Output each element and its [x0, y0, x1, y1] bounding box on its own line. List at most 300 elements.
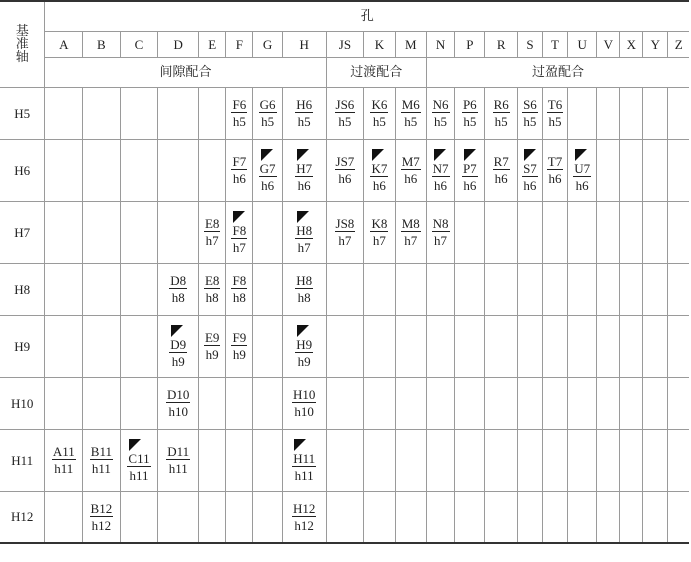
shaft-tolerance-denominator: h7 — [205, 233, 219, 248]
fit-cell — [426, 139, 454, 201]
fit-cell — [199, 263, 226, 315]
fit-designation — [158, 274, 198, 304]
fit-cell — [643, 139, 668, 201]
preferred-fit-marker-icon — [261, 149, 273, 161]
fit-cell — [253, 139, 282, 201]
column-header-p: P — [455, 31, 485, 57]
column-header-m: M — [395, 31, 426, 57]
hole-tolerance-numerator: T7 — [547, 154, 563, 169]
fit-cell — [158, 315, 199, 377]
shaft-tolerance-denominator: h5 — [548, 114, 562, 129]
fit-cell — [485, 139, 517, 201]
fit-cell — [45, 315, 83, 377]
hole-tolerance-numerator: P7 — [462, 160, 477, 176]
fit-cell — [620, 315, 643, 377]
fit-designation — [253, 98, 281, 128]
fit-fraction — [522, 149, 538, 192]
fit-fraction — [169, 325, 187, 368]
fit-cell — [364, 201, 395, 263]
fit-cell — [620, 87, 643, 139]
hole-tolerance-numerator: R6 — [493, 97, 509, 112]
fit-group-label: 间隙配合 — [45, 57, 326, 87]
table-row — [0, 377, 689, 429]
fit-cell — [597, 263, 620, 315]
fit-cell — [455, 429, 485, 491]
fit-fraction — [295, 274, 313, 304]
hole-tolerance-numerator: F7 — [232, 154, 247, 169]
fit-fraction — [432, 98, 450, 128]
fit-fraction — [432, 149, 450, 192]
fit-designation — [396, 98, 426, 128]
hole-tolerance-numerator: H7 — [296, 160, 313, 176]
fit-fraction — [335, 98, 356, 128]
header-row-fit-groups — [0, 57, 689, 87]
hole-tolerance-numerator: F9 — [232, 330, 247, 345]
fit-designation — [226, 211, 252, 254]
fit-designation — [226, 155, 252, 185]
fit-cell — [282, 377, 326, 429]
fit-cell — [668, 315, 689, 377]
fit-designation — [226, 274, 252, 304]
hole-tolerance-numerator: H10 — [292, 387, 316, 402]
fit-cell — [517, 87, 542, 139]
fit-cell — [597, 491, 620, 543]
shaft-tolerance-denominator: h9 — [232, 347, 246, 362]
fit-cell — [199, 139, 226, 201]
fit-cell — [364, 491, 395, 543]
fit-cell — [364, 429, 395, 491]
shaft-tolerance-denominator: h6 — [434, 177, 448, 193]
column-header-b: B — [83, 31, 121, 57]
fit-designation — [485, 155, 516, 185]
fit-cell — [253, 201, 282, 263]
hole-tolerance-numerator: H12 — [292, 500, 316, 516]
fit-cell — [45, 429, 83, 491]
column-header-a: A — [45, 31, 83, 57]
fit-fraction — [231, 331, 247, 361]
fit-fraction — [295, 149, 313, 192]
fit-cell — [395, 87, 426, 139]
fit-designation — [253, 149, 281, 192]
fit-cell — [668, 87, 689, 139]
fit-fraction — [292, 502, 316, 532]
fit-cell — [668, 429, 689, 491]
fit-cell — [597, 87, 620, 139]
fit-designation — [364, 217, 394, 247]
fit-cell — [199, 491, 226, 543]
column-header-r: R — [485, 31, 517, 57]
fit-cell — [45, 201, 83, 263]
shaft-tolerance-denominator: h10 — [168, 404, 188, 419]
fit-cell — [485, 263, 517, 315]
fit-cell — [620, 263, 643, 315]
shaft-tolerance-denominator: h9 — [297, 353, 311, 369]
fit-fraction — [573, 149, 591, 192]
hole-tolerance-numerator: K6 — [371, 97, 388, 112]
fit-cell — [282, 491, 326, 543]
fit-cell — [542, 201, 567, 263]
fit-cell — [426, 201, 454, 263]
fit-cell — [120, 139, 158, 201]
fit-cell — [485, 201, 517, 263]
hole-tolerance-numerator: T6 — [547, 97, 563, 112]
shaft-tolerance-denominator: h6 — [297, 177, 311, 193]
fit-cell — [426, 263, 454, 315]
fit-designation — [199, 331, 225, 361]
corner-label-char: 轴 — [15, 49, 29, 65]
header-row-hole-letters — [0, 31, 689, 57]
fit-cell — [83, 315, 121, 377]
fit-cell — [542, 87, 567, 139]
hole-tolerance-numerator: D10 — [167, 387, 190, 402]
fit-designation — [327, 155, 364, 185]
fit-designation — [364, 149, 394, 192]
fit-designation — [283, 502, 326, 532]
fit-cell — [542, 377, 567, 429]
fit-cell — [45, 87, 83, 139]
hole-tolerance-numerator: M7 — [401, 154, 420, 169]
preferred-fit-marker-icon — [297, 149, 309, 161]
fit-designation — [226, 98, 252, 128]
fit-cell — [455, 263, 485, 315]
shaft-tolerance-denominator: h5 — [372, 114, 386, 129]
fit-fraction — [90, 502, 114, 532]
fit-cell — [120, 491, 158, 543]
fit-cell — [426, 87, 454, 139]
hole-tolerance-numerator: E8 — [204, 273, 220, 288]
fit-cell — [597, 139, 620, 201]
fit-designation — [83, 502, 120, 532]
fit-fraction — [547, 98, 563, 128]
preferred-fit-marker-icon — [129, 439, 141, 451]
shaft-tolerance-denominator: h6 — [404, 171, 418, 186]
fit-cell — [120, 87, 158, 139]
shaft-tolerance-denominator: h5 — [494, 114, 508, 129]
fit-fraction — [432, 217, 450, 247]
fit-cell — [395, 491, 426, 543]
fit-fraction — [295, 98, 313, 128]
hole-tolerance-numerator: K8 — [371, 216, 388, 231]
fit-designation — [283, 388, 326, 418]
fit-cell — [364, 87, 395, 139]
shaft-tolerance-denominator: h6 — [261, 177, 275, 193]
column-header-f: F — [226, 31, 253, 57]
fit-cell — [643, 429, 668, 491]
fit-cell — [282, 87, 326, 139]
fit-cell — [83, 139, 121, 201]
fit-designation — [455, 149, 484, 192]
fit-cell — [83, 491, 121, 543]
fit-fraction — [204, 274, 220, 304]
hole-tolerance-numerator: M8 — [401, 216, 420, 231]
fit-cell — [620, 201, 643, 263]
column-header-z: Z — [668, 31, 689, 57]
fit-cell — [597, 429, 620, 491]
hole-tolerance-numerator: JS7 — [335, 154, 355, 169]
preferred-fit-marker-icon — [575, 149, 587, 161]
column-header-k: K — [364, 31, 395, 57]
fit-fraction — [292, 439, 316, 482]
preferred-fit-marker-icon — [171, 325, 183, 337]
fit-cell — [120, 201, 158, 263]
hole-tolerance-numerator: N6 — [432, 97, 449, 112]
fit-designation — [45, 445, 82, 475]
fit-designation — [283, 274, 326, 304]
fit-designation — [199, 217, 225, 247]
fit-fraction — [493, 98, 510, 128]
shaft-tolerance-denominator: h6 — [494, 171, 508, 186]
hole-tolerance-numerator: C11 — [128, 450, 150, 466]
fit-cell — [282, 263, 326, 315]
fit-fraction — [231, 98, 247, 128]
shaft-tolerance-denominator: h11 — [294, 467, 314, 483]
fit-cell — [455, 139, 485, 201]
fit-cell — [597, 377, 620, 429]
fit-cell — [485, 87, 517, 139]
fit-designation — [226, 331, 252, 361]
fit-cell — [668, 263, 689, 315]
fit-cell — [226, 201, 253, 263]
corner-label-char: 基 — [15, 23, 29, 39]
fit-fraction — [295, 211, 313, 254]
fit-cell — [226, 491, 253, 543]
shaft-tolerance-denominator: h6 — [372, 177, 386, 193]
shaft-tolerance-denominator: h8 — [205, 290, 219, 305]
fit-cell — [45, 139, 83, 201]
shaft-tolerance-denominator: h6 — [523, 177, 537, 193]
fit-fraction — [292, 388, 316, 418]
fit-cell — [326, 139, 364, 201]
fit-cell — [282, 315, 326, 377]
column-header-n: N — [426, 31, 454, 57]
hole-tolerance-numerator: H8 — [296, 273, 313, 288]
fit-cell — [643, 315, 668, 377]
fit-cell — [326, 429, 364, 491]
fit-fraction — [401, 155, 421, 185]
hole-tolerance-numerator: H9 — [296, 336, 313, 352]
fit-cell — [620, 491, 643, 543]
header-row-hole-title — [0, 1, 689, 31]
fit-cell — [542, 139, 567, 201]
hole-tolerance-numerator: K7 — [371, 160, 388, 176]
hole-tolerance-numerator: H8 — [296, 222, 313, 238]
fit-cell — [364, 139, 395, 201]
fit-cell — [517, 377, 542, 429]
fit-fraction — [335, 155, 356, 185]
fit-cell — [568, 491, 597, 543]
fit-cell — [326, 315, 364, 377]
fit-cell — [83, 263, 121, 315]
row-header-shaft: H11 — [0, 429, 45, 491]
shaft-tolerance-denominator: h11 — [54, 461, 74, 476]
fit-cell — [568, 429, 597, 491]
shaft-tolerance-denominator: h6 — [463, 177, 477, 193]
fit-cell — [643, 201, 668, 263]
fit-cell — [455, 377, 485, 429]
shaft-tolerance-denominator: h7 — [372, 233, 386, 248]
fit-cell — [485, 377, 517, 429]
fit-cell — [668, 491, 689, 543]
fit-designation — [396, 217, 426, 247]
fit-cell — [455, 491, 485, 543]
hole-tolerance-numerator: D11 — [167, 444, 190, 459]
fit-cell — [668, 139, 689, 201]
hole-tolerance-numerator: H6 — [296, 97, 313, 112]
hole-tolerance-numerator: B12 — [90, 500, 113, 516]
hole-tolerance-numerator: B11 — [90, 444, 112, 459]
fit-cell — [395, 429, 426, 491]
shaft-tolerance-denominator: h7 — [297, 239, 311, 255]
table-row — [0, 87, 689, 139]
fit-cell — [455, 87, 485, 139]
column-header-d: D — [158, 31, 199, 57]
fit-cell — [120, 377, 158, 429]
fit-fraction — [462, 149, 478, 192]
fit-cell — [158, 263, 199, 315]
fit-designation — [568, 149, 596, 192]
hole-tolerance-numerator: JS6 — [335, 97, 355, 112]
fit-designation — [427, 98, 454, 128]
fit-fraction — [166, 445, 190, 475]
fit-fraction — [401, 217, 421, 247]
hole-tolerance-numerator: P6 — [462, 97, 477, 112]
fit-cell — [326, 491, 364, 543]
column-header-js: JS — [326, 31, 364, 57]
fit-group-label: 过渡配合 — [326, 57, 426, 87]
fit-cell — [517, 315, 542, 377]
fit-cell — [517, 429, 542, 491]
fit-cell — [620, 429, 643, 491]
fit-cell — [253, 429, 282, 491]
hole-title: 孔 — [45, 1, 689, 31]
fit-designation — [283, 149, 326, 192]
fit-cell — [542, 491, 567, 543]
column-header-s: S — [517, 31, 542, 57]
fit-fraction — [127, 439, 150, 482]
shaft-tolerance-denominator: h11 — [168, 461, 188, 476]
fit-cell — [253, 491, 282, 543]
hole-tolerance-numerator: E8 — [204, 216, 220, 231]
fit-designation — [543, 155, 567, 185]
shaft-tolerance-denominator: h7 — [338, 233, 352, 248]
preferred-fit-marker-icon — [372, 149, 384, 161]
fit-cell — [83, 377, 121, 429]
fit-cell — [597, 201, 620, 263]
fit-cell — [364, 263, 395, 315]
fit-designation — [327, 98, 364, 128]
fit-designation — [518, 98, 542, 128]
shaft-tolerance-denominator: h12 — [294, 517, 314, 533]
fit-fraction — [90, 445, 113, 475]
fit-cell — [542, 315, 567, 377]
fit-fraction — [493, 155, 510, 185]
shaft-tolerance-denominator: h5 — [232, 114, 246, 129]
hole-tolerance-numerator: G6 — [259, 97, 276, 112]
fit-cell — [326, 87, 364, 139]
fit-cell — [253, 263, 282, 315]
fit-cell — [643, 87, 668, 139]
fit-cell — [517, 491, 542, 543]
fit-cell — [485, 491, 517, 543]
fit-cell — [326, 201, 364, 263]
fit-cell — [199, 201, 226, 263]
fit-designation — [427, 217, 454, 247]
hole-tolerance-numerator: N7 — [432, 160, 449, 176]
fit-designation — [396, 155, 426, 185]
fit-cell — [668, 201, 689, 263]
row-header-shaft: H7 — [0, 201, 45, 263]
fit-fraction — [231, 274, 247, 304]
fit-cell — [120, 429, 158, 491]
hole-tolerance-numerator: H11 — [293, 450, 316, 466]
hole-tolerance-numerator: S7 — [523, 160, 537, 176]
fit-cell — [253, 87, 282, 139]
shaft-tolerance-denominator: h7 — [404, 233, 418, 248]
fit-fraction — [166, 388, 190, 418]
preferred-fit-marker-icon — [464, 149, 476, 161]
shaft-tolerance-denominator: h5 — [297, 114, 311, 129]
row-header-shaft: H6 — [0, 139, 45, 201]
fit-cell — [282, 139, 326, 201]
fit-cell — [517, 139, 542, 201]
fit-cell — [426, 491, 454, 543]
fit-cell — [226, 315, 253, 377]
fit-cell — [158, 429, 199, 491]
fit-cell — [426, 377, 454, 429]
corner-label-char: 准 — [15, 36, 29, 52]
hole-tolerance-numerator: D8 — [170, 273, 187, 288]
fit-fraction — [335, 217, 356, 247]
fit-fraction — [231, 211, 247, 254]
hole-tolerance-numerator: M6 — [401, 97, 420, 112]
hole-tolerance-numerator: D9 — [170, 336, 187, 352]
shaft-tolerance-denominator: h8 — [171, 290, 185, 305]
fit-cell — [253, 315, 282, 377]
column-header-c: C — [120, 31, 158, 57]
column-header-t: T — [542, 31, 567, 57]
fit-designation — [121, 439, 158, 482]
fit-designation — [283, 325, 326, 368]
table-row — [0, 263, 689, 315]
fit-cell — [485, 429, 517, 491]
fit-cell — [455, 201, 485, 263]
fit-cell — [199, 429, 226, 491]
fit-cell — [643, 377, 668, 429]
fit-designation — [427, 149, 454, 192]
fit-cell — [568, 263, 597, 315]
fit-cell — [158, 491, 199, 543]
shaft-tolerance-denominator: h9 — [171, 353, 185, 369]
row-header-shaft: H8 — [0, 263, 45, 315]
table-row — [0, 429, 689, 491]
fit-cell — [158, 87, 199, 139]
fit-fraction — [522, 98, 538, 128]
preferred-fit-marker-icon — [294, 439, 306, 451]
fit-cell — [253, 377, 282, 429]
preferred-fit-marker-icon — [524, 149, 536, 161]
fit-cell — [45, 377, 83, 429]
fit-cell — [426, 429, 454, 491]
fit-designation — [543, 98, 567, 128]
preferred-fit-marker-icon — [434, 149, 446, 161]
row-header-shaft: H9 — [0, 315, 45, 377]
fit-fraction — [259, 98, 277, 128]
shaft-tolerance-denominator: h5 — [261, 114, 275, 129]
fit-cell — [568, 315, 597, 377]
column-header-e: E — [199, 31, 226, 57]
fit-designation — [158, 445, 198, 475]
fit-fraction — [295, 325, 313, 368]
